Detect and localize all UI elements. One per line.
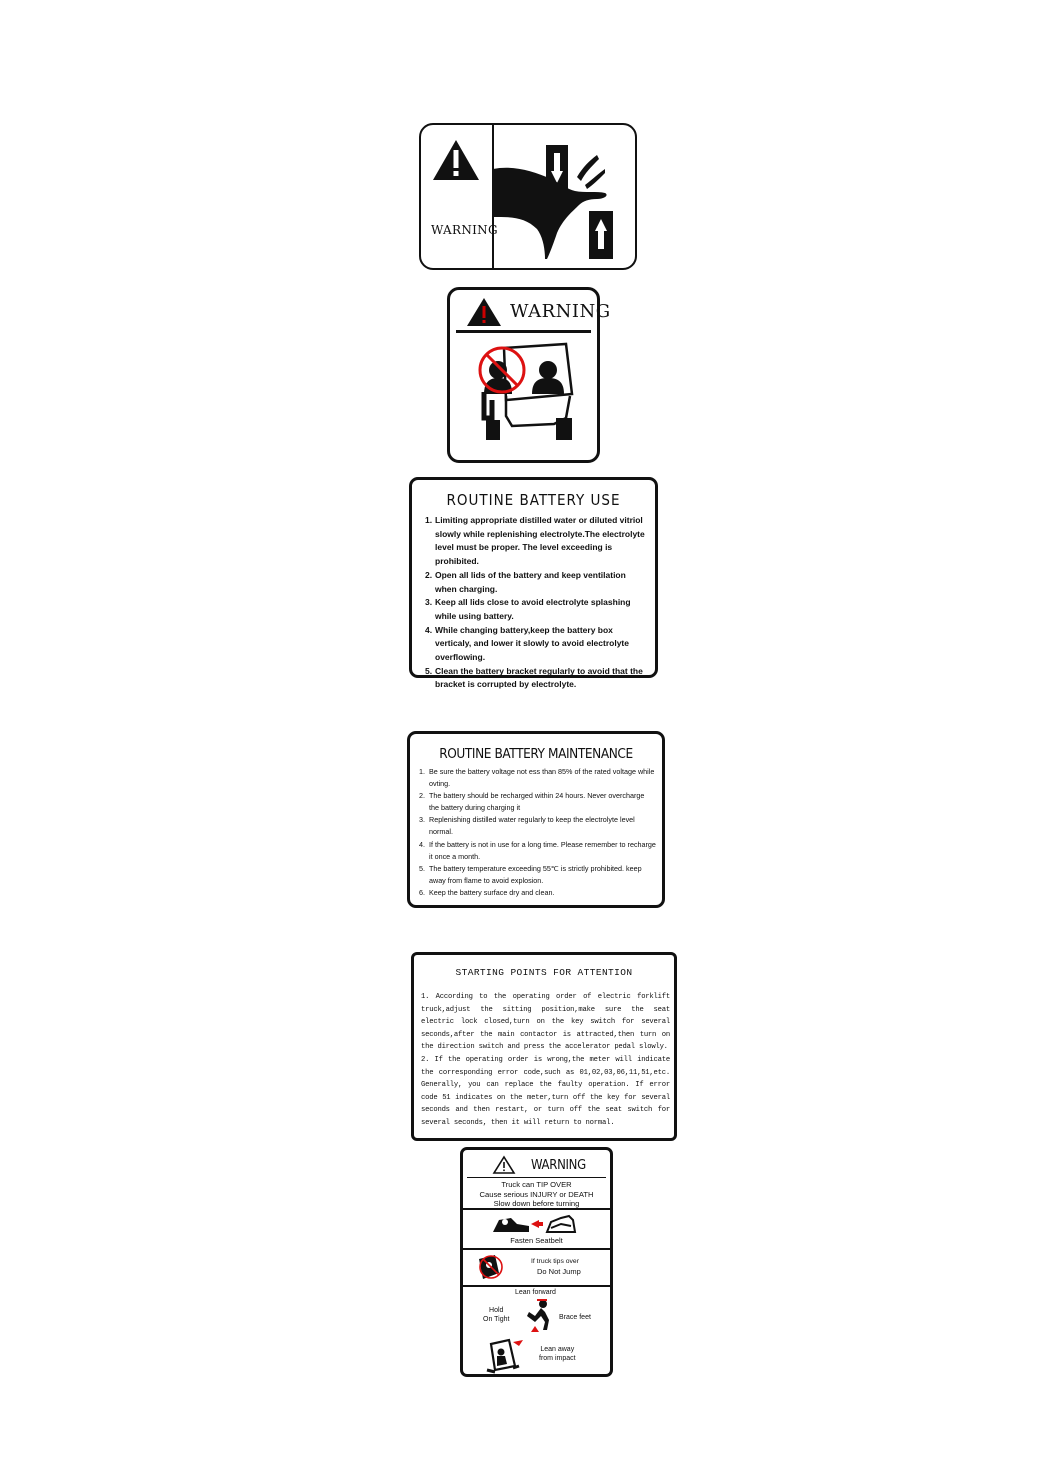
- hand-pinch-icon: [493, 137, 635, 259]
- warning-triangle-icon: [466, 297, 502, 327]
- label-title: ROUTINE BATTERY MAINTENANCE: [439, 746, 633, 762]
- battery-use-list: [425, 514, 649, 692]
- tip-text-2: Do Not Jump: [537, 1267, 581, 1276]
- paragraph: 1. According to the operating order of electric forklift truck,adjust the sitting position,make sure the seat electric lock closed,turn on the key switch for several seconds,after the main contactor is attracted,then turn on the direction switch and press the accelerator pedal slowly.: [421, 993, 670, 1052]
- label-title: ROUTINE BATTERY USE: [446, 491, 621, 509]
- lean-away-icon: [485, 1336, 525, 1374]
- brace-position-icon: [521, 1298, 557, 1334]
- list-item: 2. The battery should be recharged within 24 hours. Never overcharge the battery during charging it: [419, 791, 645, 813]
- warning-title: WARNING: [531, 1158, 586, 1173]
- brace-feet-text: Brace feet: [559, 1314, 591, 1321]
- label-title: STARTING POINTS FOR ATTENTION: [455, 967, 633, 978]
- seatbelt-text: Fasten Seatbelt: [510, 1236, 563, 1245]
- no-jump-icon: [475, 1253, 507, 1283]
- warning-panel: [421, 125, 498, 268]
- list-item: 4. While changing battery,keep the battery box verticaly, and lower it slowly to avoid electrolyte overflowing.: [425, 624, 629, 663]
- routine-battery-maintenance-label: [407, 731, 665, 908]
- hold-text: Hold On Tight: [483, 1307, 510, 1323]
- list-item: 3. Replenishing distilled water regularly to keep the electrolyte level normal.: [419, 815, 635, 837]
- list-item: 5. The battery temperature exceeding 55℃ is strictly prohibited. keep away from flame to avoid explosion.: [419, 863, 642, 885]
- seatbelt-section: [463, 1210, 610, 1250]
- no-passenger-warning-label: [447, 287, 611, 463]
- lean-away-text: Lean away from impact: [539, 1346, 576, 1362]
- seatbelt-icon: [491, 1214, 583, 1234]
- do-not-jump-section: [463, 1250, 610, 1287]
- pinch-warning-label: [419, 123, 637, 270]
- tip-text-1: If truck tips over: [531, 1258, 579, 1265]
- starting-points-label: [411, 952, 677, 1141]
- warning-text: WARNING: [431, 223, 498, 237]
- list-item: 5. Clean the battery bracket regularly to avoid that the bracket is corrupted by electrolyte.: [425, 665, 643, 690]
- list-item: 3. Keep all lids close to avoid electrolyte splashing while using battery.: [425, 597, 631, 621]
- warning-header-section: [463, 1150, 610, 1210]
- paragraph: 2. If the operating order is wrong,the meter will indicate the corresponding error code,such as 01,02,03,06,11,51,etc. Generally, you can replace the faulty operation. If error code 51 indicates on the meter,turn off the key for several seconds and then restart, or turn off the seat switch for several seconds, then it will return to normal.: [421, 1055, 670, 1127]
- no-passenger-icon: [456, 334, 591, 454]
- list-item: 1. Be sure the battery voltage not ess than 85% of the rated voltage while ovting.: [419, 767, 655, 789]
- warning-title: WARNING: [510, 301, 611, 322]
- list-item: 4. If the battery is not in use for a long time. Please remember to recharge it once a month.: [419, 839, 656, 861]
- tip-over-warning-label: [460, 1147, 613, 1377]
- instructions-body: [421, 991, 670, 1130]
- battery-maintenance-list: [419, 766, 656, 899]
- warning-triangle-icon: [493, 1156, 515, 1174]
- list-item: 2. Open all lids of the battery and keep ventilation when charging.: [425, 569, 626, 594]
- lean-forward-text: Lean forward: [515, 1289, 556, 1296]
- tip-over-text: Truck can TIP OVER Cause serious INJURY or DEATH Slow down before turning: [479, 1180, 594, 1208]
- warning-triangle-icon: [432, 139, 480, 181]
- routine-battery-use-label: [409, 477, 658, 690]
- list-item: 1. Limiting appropriate distilled water or diluted vitriol slowly while replenishing electrolyte.The electrolyte level must be proper. The level exceeding is prohibited.: [425, 515, 645, 567]
- list-item: 6. Keep the battery surface dry and clean.: [419, 887, 555, 897]
- warning-header: [456, 294, 611, 333]
